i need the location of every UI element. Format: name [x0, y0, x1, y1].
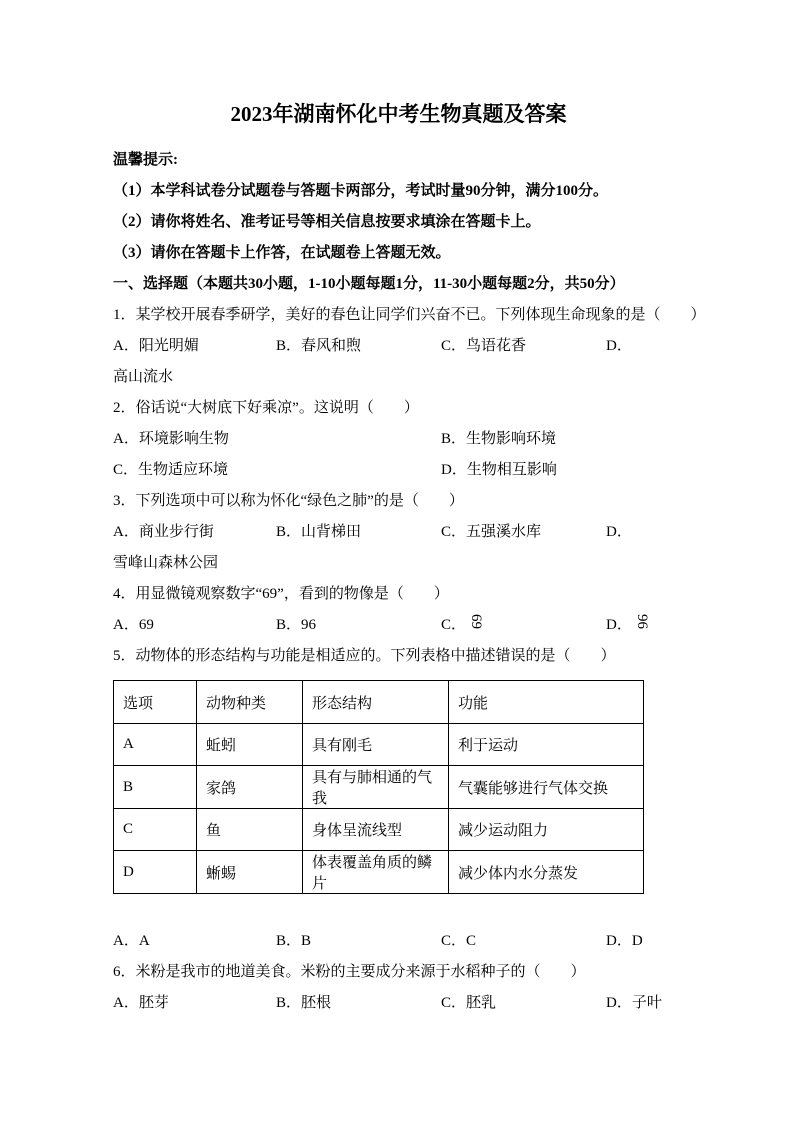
rotated-69-figure: 69	[468, 614, 485, 629]
table-header-cell: 形态结构	[303, 681, 449, 724]
question-5-stem: 5．动物体的形态结构与功能是相适应的。下列表格中描述错误的是（ ）	[113, 648, 616, 664]
table-header-cell: 功能	[449, 681, 644, 724]
table-row	[114, 766, 644, 809]
question-3-options	[113, 517, 684, 548]
question-3-option-b: B．山背梯田	[276, 524, 362, 540]
tip-line-1: （1）本学科试卷分试题卷与答题卡两部分，考试时量90分钟，满分100分。	[113, 183, 609, 199]
table-cell: 减少体内水分蒸发	[449, 851, 644, 894]
question-6-option-c: C．胚乳	[441, 995, 497, 1011]
question-3-option-d-continuation: 雪峰山森林公园	[113, 555, 219, 571]
question-5-option-b: B．B	[276, 933, 312, 949]
table-header-cell: 选项	[114, 681, 197, 724]
question-5-option-a: A．A	[113, 933, 150, 949]
document-title: 2023年湖南怀化中考生物真题及答案	[230, 102, 567, 126]
table-row	[114, 851, 644, 894]
question-1-option-d-continuation: 高山流水	[113, 369, 174, 385]
question-2-option-c: C．生物适应环境	[113, 462, 229, 478]
table-cell: 具有刚毛	[303, 724, 449, 766]
question-1-option-a: A．阳光明媚	[113, 338, 199, 354]
question-4-option-c-label: C．	[441, 617, 467, 633]
table-header-cell: 动物种类	[197, 681, 303, 724]
question-6-stem: 6．米粉是我市的地道美食。米粉的主要成分来源于水稻种子的（ ）	[113, 964, 586, 980]
question-3-stem: 3．下列选项中可以称为怀化“绿色之肺”的是（ ）	[113, 493, 464, 509]
table-cell: 蜥蜴	[197, 851, 303, 894]
question-1-option-b: B．春风和煦	[276, 338, 362, 354]
question-5-option-d: D．D	[606, 933, 643, 949]
table-cell: C	[114, 809, 197, 851]
question-2-options-row-1	[113, 424, 684, 455]
question-1-options	[113, 331, 684, 362]
question-6-option-a: A．胚芽	[113, 995, 169, 1011]
table-cell: 具有与肺相通的气我	[303, 766, 449, 809]
table-cell: D	[114, 851, 197, 894]
rotated-96-figure: 96	[633, 614, 650, 629]
table-cell: B	[114, 766, 197, 809]
question-4-option-d	[606, 610, 684, 641]
question-4-option-b: B．96	[276, 617, 317, 633]
question-1-stem: 1．某学校开展春季研学，美好的春色让同学们兴奋不已。下列体现生命现象的是（ ）	[113, 307, 706, 323]
question-3-option-a: A．商业步行街	[113, 524, 214, 540]
question-6-option-d: D．子叶	[606, 995, 662, 1011]
section-heading: 一、选择题（本题共30小题，1-10小题每题1分，11-30小题每题2分，共50分）	[113, 276, 625, 292]
table-cell: 利于运动	[449, 724, 644, 766]
question-4-options	[113, 610, 684, 641]
table-cell: 身体呈流线型	[303, 809, 449, 851]
table-cell: 蚯蚓	[197, 724, 303, 766]
table-cell: 气囊能够进行气体交换	[449, 766, 644, 809]
question-4-option-a: A．69	[113, 617, 154, 633]
table-header-row	[114, 681, 644, 724]
table-cell: 体表覆盖角质的鳞片	[303, 851, 449, 894]
table-row	[114, 809, 644, 851]
question-6-options	[113, 988, 684, 1019]
tip-line-3: （3）请你在答题卡上作答，在试题卷上答题无效。	[113, 245, 451, 261]
question-1-option-d: D．	[606, 338, 632, 354]
question-3-option-d: D．	[606, 524, 632, 540]
table-cell: 鱼	[197, 809, 303, 851]
tips-header: 温馨提示:	[113, 152, 178, 168]
question-5-table	[113, 680, 644, 894]
question-5-option-c: C．C	[441, 933, 477, 949]
question-2-option-a: A．环境影响生物	[113, 431, 229, 447]
question-2-stem: 2．俗话说“大树底下好乘凉”。这说明（ ）	[113, 400, 419, 416]
question-4-option-c	[441, 610, 606, 641]
question-5-options	[113, 926, 684, 957]
table-cell: 家鸽	[197, 766, 303, 809]
table-cell: A	[114, 724, 197, 766]
table-cell: 减少运动阻力	[449, 809, 644, 851]
question-4-stem: 4．用显微镜观察数字“69”，看到的物像是（ ）	[113, 586, 449, 602]
question-2-option-b: B．生物影响环境	[441, 431, 557, 447]
tip-line-2: （2）请你将姓名、准考证号等相关信息按要求填涂在答题卡上。	[113, 214, 541, 230]
question-2-options-row-2	[113, 455, 684, 486]
question-2-option-d: D．生物相互影响	[441, 462, 557, 478]
table-row	[114, 724, 644, 766]
question-3-option-c: C．五强溪水库	[441, 524, 542, 540]
question-6-option-b: B．胚根	[276, 995, 332, 1011]
question-1-option-c: C．鸟语花香	[441, 338, 527, 354]
question-4-option-d-label: D．	[606, 617, 632, 633]
